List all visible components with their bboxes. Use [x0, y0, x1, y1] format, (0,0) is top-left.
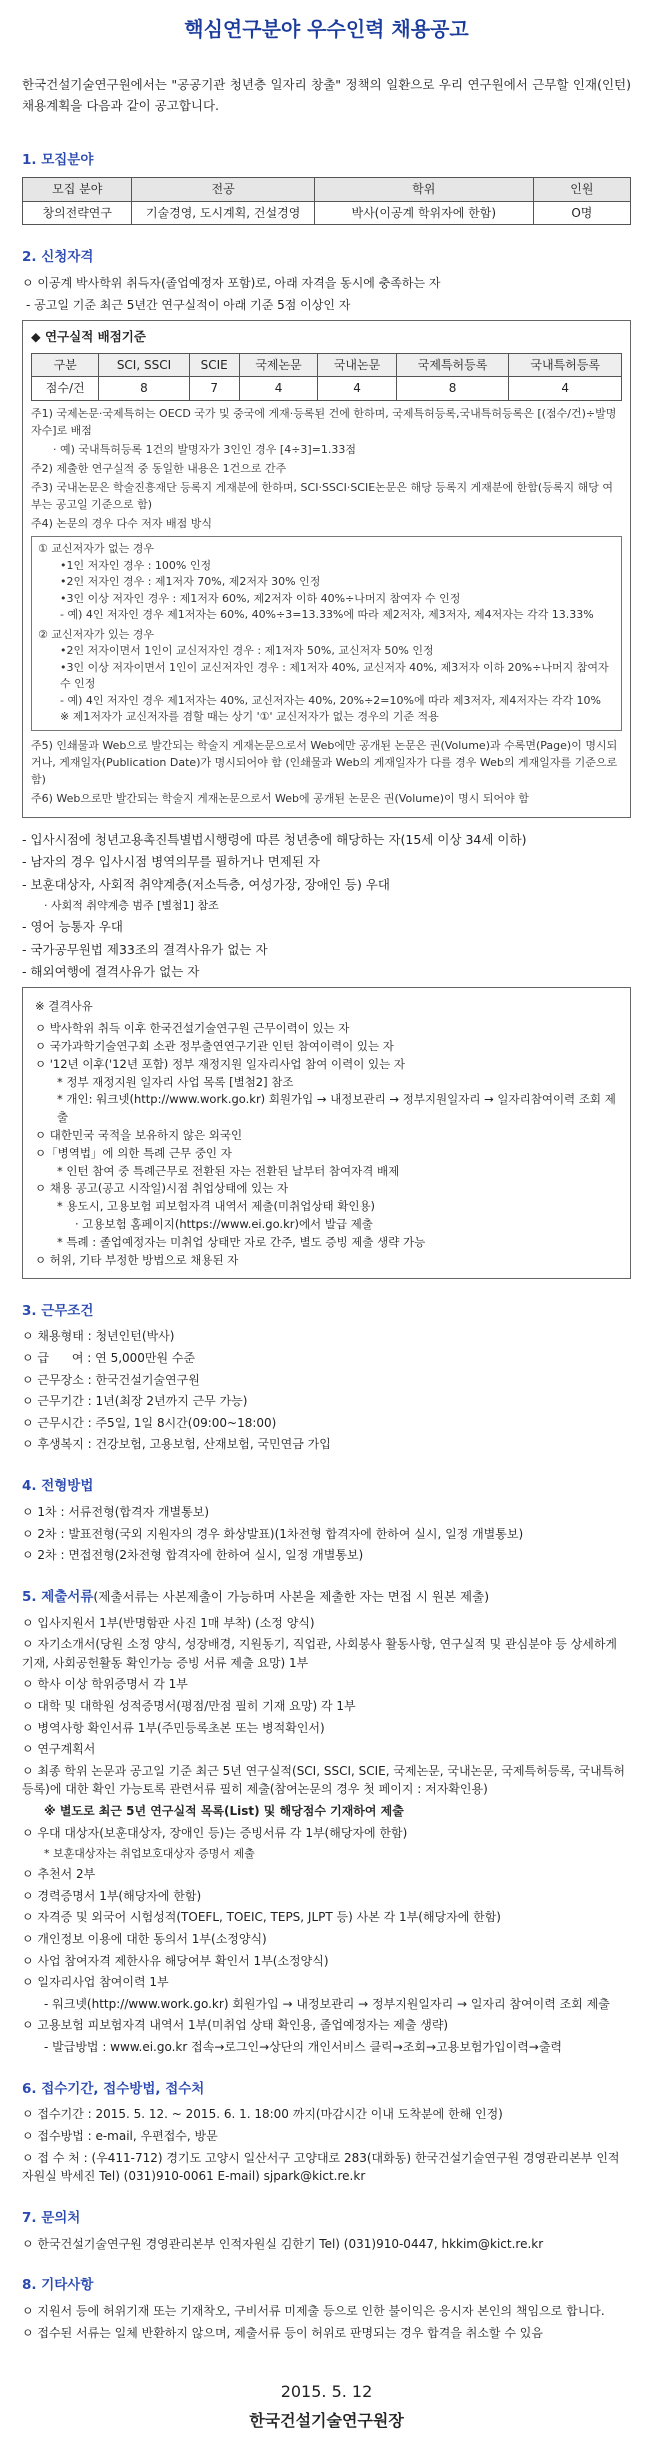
section-application-title: 6. 접수기간, 접수방법, 접수처	[22, 2080, 205, 2097]
table-cell: 기술경영, 도시계획, 건설경영	[132, 201, 314, 225]
note: ㅇ 박사학위 취득 이후 한국건설기술연구원 근무이력이 있는 자	[35, 1021, 350, 1036]
list-item: ㅇ 고용보험 피보험자격 내역서 1부(미취업 상태 확인용, 졸업예정자는 제출 생략)	[22, 2016, 631, 2035]
note: ※ 제1저자가 교신저자를 겸할 때는 상기 '①' 교신저자가 없는 경우의 기준 적용	[60, 710, 439, 724]
note: ㅇ 채용 공고(공고 시작일)시점 취업상태에 있는 자	[35, 1181, 289, 1196]
table-header: 국내논문	[318, 353, 397, 377]
score-notes	[31, 405, 622, 807]
list-item: ㅇ 자기소개서(당원 소정 양식, 성장배경, 지원동기, 직업관, 사회봉사 활동사항, 연구실적 및 관심분야 등 상세하게 기재, 사회공헌활동 확인가능 증빙 서류 제출 요망) 1부	[22, 1635, 631, 1672]
qualification-line: - 공고일 기준 최근 5년간 연구실적이 아래 기준 5점 이상인 자	[26, 297, 351, 312]
section-recruitment-field-title: 1. 모집분야	[22, 152, 94, 169]
note: •1인 저자인 경우 : 100% 인정	[60, 558, 212, 572]
list-item: ㅇ 후생복지 : 건강보험, 고용보험, 산재보험, 국민연금 가입	[22, 1435, 631, 1454]
list-item: ㅇ 접수방법 : e-mail, 우편접수, 방문	[22, 2127, 631, 2146]
section-selection-title: 4. 전형방법	[22, 1478, 94, 1495]
note: 주1) 국제논문·국제특허는 OECD 국가 및 중국에 게재·등록된 건에 한하며, 국제특허등록,국내특허등록은 [(점수/건)÷발명자수]로 배점	[31, 407, 617, 438]
note: •2인 저자이면서 1인이 교신저자인 경우 : 제1저자 50%, 교신저자 50% 인정	[60, 644, 434, 658]
list-item: ㅇ 근무기간 : 1년(최장 2년까지 근무 가능)	[22, 1392, 631, 1411]
note: ㅇ 대한민국 국적을 보유하지 않은 외국인	[35, 1128, 243, 1143]
list-item: ㅇ 병역사항 확인서류 1부(주민등록초본 또는 병적확인서)	[22, 1719, 631, 1738]
list-item: ㅇ 대학 및 대학원 성적증명서(평점/만점 필히 기재 요망) 각 1부	[22, 1697, 631, 1716]
qualification-line: - 해외여행에 결격사유가 없는 자	[22, 963, 200, 979]
table-header: 모집 분야	[23, 178, 132, 202]
note: * 개인: 워크넷(http://www.work.go.kr) 회원가입 → 내정보관리 → 정부지원일자리 → 일자리참여이력 조회 제출	[57, 1092, 616, 1125]
table-header: 국제논문	[239, 353, 318, 377]
table-header: 학위	[314, 178, 533, 202]
table-header: SCIE	[189, 353, 239, 377]
list-item: - 발급방법 : www.ei.go.kr 접속→로그인→상단의 개인서비스 클릭→조회→고용보험가입이력→출력	[44, 2039, 563, 2054]
table-cell: 8	[99, 377, 189, 401]
table-cell: 4	[318, 377, 397, 401]
list-item: ㅇ 접 수 처 : (우411-712) 경기도 고양시 일산서구 고양대로 283(대화동) 한국건설기술연구원 경영관리본부 인적자원실 박세진 Tel) (031)910-0061 E-mail) sjpark@kict.re.kr	[22, 2149, 631, 2186]
note: ① 교신저자가 없는 경우	[38, 542, 154, 556]
note: 주4) 논문의 경우 다수 저자 배점 방식	[31, 517, 213, 531]
section-qualification-title: 2. 신청자격	[22, 249, 94, 266]
score-criteria-box	[22, 320, 631, 818]
list-item: ㅇ 최종 학위 논문과 공고일 기준 최근 5년 연구실적(SCI, SSCI, SCIE, 국제논문, 국내논문, 국제특허등록, 국내특허등록)에 대한 확인 가능토록 관련서류 필히 제출(참여논문의 경우 첫 페이지 : 저자확인용)	[22, 1762, 631, 1799]
note: - 예) 4인 저자인 경우 제1저자는 60%, 40%÷3=13.33%에 따라 제2저자, 제3저자, 제4저자는 각각 13.33%	[60, 608, 594, 622]
section-conditions-title: 3. 근무조건	[22, 1302, 94, 1319]
note: * 특례 : 졸업예정자는 미취업 상태만 자로 간주, 별도 증빙 제출 생략 가능	[57, 1234, 426, 1249]
list-item: ㅇ 근무시간 : 주5일, 1일 8시간(09:00~18:00)	[22, 1414, 631, 1433]
notice-date: 2015. 5. 12	[280, 2382, 373, 2402]
list-item: ㅇ 1차 : 서류전형(합격자 개별통보)	[22, 1503, 631, 1522]
note: ㅇ「병역법」에 의한 특례 근무 중인 자	[35, 1145, 232, 1160]
table-header: 국내특허등록	[509, 353, 622, 377]
note: * 용도시, 고용보험 피보험자격 내역서 제출(미취업상태 확인용)	[57, 1199, 376, 1214]
table-cell: 점수/건	[32, 377, 99, 401]
author-scoring-box	[31, 536, 622, 731]
list-item: ㅇ 급 여 : 연 5,000만원 수준	[22, 1349, 631, 1368]
list-item: * 보훈대상자는 취업보호대상자 증명서 제출	[44, 1847, 255, 1861]
note: 주2) 제출한 연구실적 중 동일한 내용은 1건으로 간주	[31, 462, 287, 476]
table-header: 인원	[533, 178, 630, 202]
list-item: - 워크넷(http://www.work.go.kr) 회원가입 → 내정보관리 → 정부지원일자리 → 일자리 참여이력 조회 제출	[44, 1996, 610, 2011]
note: 주6) Web으로만 발간되는 학술지 게재논문으로서 Web에 공개된 논문은 권(Volume)이 명시 되어야 함	[31, 792, 529, 805]
qualification-line: · 사회적 취약계층 범주 [별첨1] 참조	[44, 899, 219, 913]
list-item: ㅇ 연구계획서	[22, 1740, 631, 1759]
intro-paragraph: 한국건설기술연구원에서는 "공공기관 청년층 일자리 창출" 정책의 일환으로 우리 연구원에서 근무할 인재(인턴)채용계획을 다음과 같이 공고합니다.	[22, 77, 631, 113]
note: 주5) 인쇄물과 Web으로 발간되는 학술지 게재논문으로서 Web에만 공개된 논문은 권(Volume)과 수록면(Page)이 명시되거나, 게재일자(Publication Date)가 명시되어야 함 (인쇄물과 Web의 게재일자가 다를 경우 Web의 게재일자를 기준으로 함)	[31, 738, 618, 786]
table-cell: 창의전략연구	[23, 201, 132, 225]
list-item: ㅇ 학사 이상 학위증명서 각 1부	[22, 1675, 631, 1694]
note: * 인턴 참여 중 특례근무로 전환된 자는 전환된 날부터 참여자격 배제	[57, 1163, 400, 1178]
note: ㅇ 국가과학기술연구회 소관 정부출연연구기관 인턴 참여이력이 있는 자	[35, 1038, 394, 1053]
note: ② 교신저자가 있는 경우	[38, 627, 154, 641]
list-item: ㅇ 2차 : 발표전형(국외 지원자의 경우 화상발표)(1차전형 합격자에 한하여 실시, 일정 개별통보)	[22, 1525, 631, 1544]
list-item: ㅇ 일자리사업 참여이력 1부	[22, 1973, 631, 1992]
list-item: ㅇ 근무장소 : 한국건설기술연구원	[22, 1371, 631, 1390]
section-contact-title: 7. 문의처	[22, 2209, 81, 2226]
qualification-line: - 보훈대상자, 사회적 취약계층(저소득층, 여성가장, 장애인 등) 우대	[22, 876, 390, 892]
page-title: 핵심연구분야 우수인력 채용공고	[184, 17, 469, 41]
note: - 예) 4인 저자인 경우 제1저자는 40%, 교신저자는 40%, 20%÷2=10%에 따라 제3저자, 제4저자는 각각 10%	[60, 693, 601, 707]
note: •3인 이상 저자이면서 1인이 교신저자인 경우 : 제1저자 40%, 교신저자 40%, 제3저자 이하 20%÷나머지 참여자 수 인정	[60, 660, 609, 691]
note: * 정부 재정지원 일자리 사업 목록 [별첨2] 참조	[57, 1074, 294, 1089]
qualification-line: ㅇ 이공계 박사학위 취득자(졸업예정자 포함)로, 아래 자격을 동시에 충족하는 자	[22, 274, 631, 293]
disqualification-box	[22, 987, 631, 1278]
issuing-organization: 한국건설기술연구원장	[249, 2411, 404, 2431]
note: •2인 저자인 경우 : 제1저자 70%, 제2저자 30% 인정	[60, 575, 321, 589]
table-cell: O명	[533, 201, 630, 225]
list-item: ㅇ 추천서 2부	[22, 1865, 631, 1884]
table-cell: 4	[509, 377, 622, 401]
recruitment-table	[22, 177, 631, 225]
table-header: 전공	[132, 178, 314, 202]
list-item: ㅇ 접수된 서류는 일체 반환하지 않으며, 제출서류 등이 허위로 판명되는 경우 합격을 취소할 수 있음	[22, 2324, 631, 2343]
qualification-line: - 영어 능통자 우대	[22, 919, 123, 935]
note: · 고용보험 홈페이지(https://www.ei.go.kr)에서 발급 제출	[75, 1217, 373, 1232]
table-cell: 8	[396, 377, 509, 401]
section-documents-title	[22, 1587, 631, 1608]
list-item: ㅇ 경력증명서 1부(해당자에 한함)	[22, 1887, 631, 1906]
list-item: ㅇ 채용형태 : 청년인턴(박사)	[22, 1327, 631, 1346]
note: •3인 이상 저자인 경우 : 제1저자 60%, 제2저자 이하 40%÷나머지 참여자 수 인정	[60, 591, 461, 605]
documents-title: 5. 제출서류	[22, 1588, 94, 1605]
note: 주3) 국내논문은 학술진흥재단 등록지 게재분에 한하며, SCI·SSCI·SCIE논문은 해당 등록지 게재분에 한함(등록지 해당 여부는 공고일 기준으로 함)	[31, 481, 613, 512]
list-item: ㅇ 자격증 및 외국어 시험성적(TOEFL, TOEIC, TEPS, JLPT 등) 사본 각 1부(해당자에 한함)	[22, 1908, 631, 1927]
list-item: ㅇ 지원서 등에 허위기재 또는 기재착오, 구비서류 미제출 등으로 인한 불이익은 응시자 본인의 책임으로 합니다.	[22, 2302, 631, 2321]
table-cell: 박사(이공계 학위자에 한함)	[314, 201, 533, 225]
list-item: ㅇ 입사지원서 1부(반명함판 사진 1매 부착) (소정 양식)	[22, 1614, 631, 1633]
list-item: ㅇ 개인정보 이용에 대한 동의서 1부(소정양식)	[22, 1930, 631, 1949]
section-other-title: 8. 기타사항	[22, 2277, 94, 2294]
documents-title-note: (제출서류는 사본제출이 가능하며 사본을 제출한 자는 면접 시 원본 제출)	[93, 1588, 490, 1604]
list-item: ㅇ 접수기간 : 2015. 5. 12. ~ 2015. 6. 1. 18:00 까지(마감시간 이내 도착분에 한해 인정)	[22, 2105, 631, 2124]
note: ㅇ 허위, 기타 부정한 방법으로 채용된 자	[35, 1252, 239, 1267]
qualification-line: - 국가공무원법 제33조의 결격사유가 없는 자	[22, 941, 268, 957]
table-cell: 7	[189, 377, 239, 401]
score-table	[31, 353, 622, 401]
qualification-line: - 입사시점에 청년고용촉진특별법시행령에 따른 청년층에 해당하는 자(15세 이상 34세 이하)	[22, 832, 527, 848]
qualification-line: - 남자의 경우 입사시점 병역의무를 필하거나 면제된 자	[22, 854, 320, 870]
table-header: 구분	[32, 353, 99, 377]
table-cell: 4	[239, 377, 318, 401]
table-header: SCI, SSCI	[99, 353, 189, 377]
list-item: ㅇ 우대 대상자(보훈대상자, 장애인 등)는 증빙서류 각 1부(해당자에 한함)	[22, 1824, 631, 1843]
list-item: ※ 별도로 최근 5년 연구실적 목록(List) 및 해당점수 기재하여 제출	[44, 1803, 404, 1818]
list-item: ㅇ 2차 : 면접전형(2차전형 합격자에 한하여 실시, 일정 개별통보)	[22, 1546, 631, 1565]
table-header: 국제특허등록	[396, 353, 509, 377]
list-item: ㅇ 한국건설기술연구원 경영관리본부 인적자원실 김한기 Tel) (031)910-0447, hkkim@kict.re.kr	[22, 2235, 631, 2254]
list-item: ㅇ 사업 참여자격 제한사유 해당여부 확인서 1부(소정양식)	[22, 1952, 631, 1971]
score-criteria-title: ◆ 연구실적 배점기준	[31, 329, 146, 345]
note: · 예) 국내특허등록 1건의 발명자가 3인인 경우 [4÷3]=1.33점	[53, 443, 357, 457]
note: ㅇ '12년 이후('12년 포함) 정부 재정지원 일자리사업 참여 이력이 있는 자	[35, 1056, 405, 1071]
disqualification-title: ※ 결격사유	[35, 999, 93, 1014]
extra-qualifications	[22, 830, 631, 981]
